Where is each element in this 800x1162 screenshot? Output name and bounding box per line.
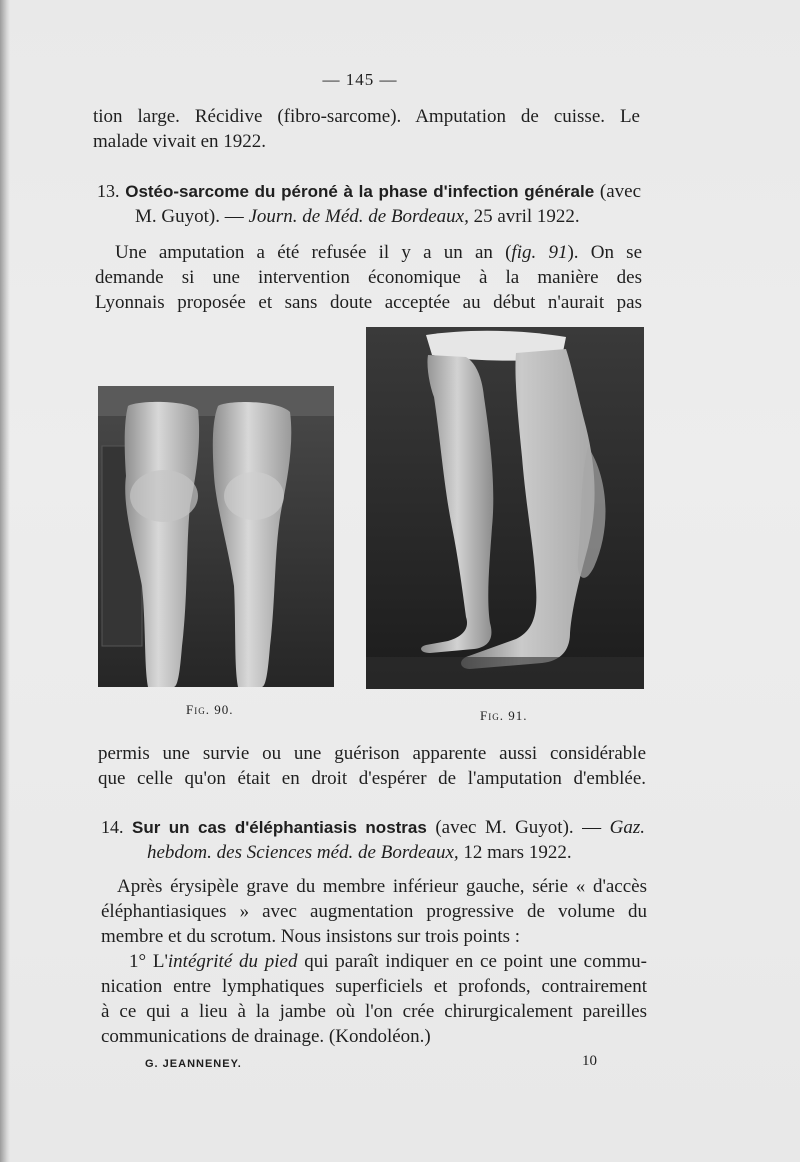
figure-90-illustration [98, 386, 334, 687]
entry-13-line-1 [97, 179, 641, 204]
entry-13-paragraph-continued [98, 741, 646, 791]
intro-line-1: tion large. Récidive (fibro-sarcome). Amputation de cuisse. Le [93, 106, 640, 127]
entry-14-number: 14. [101, 817, 124, 837]
para-14-line-1: Après érysipèle grave du membre inférieur gauche, série « d'accès [117, 876, 647, 897]
figure-90-photo [98, 386, 334, 687]
entry-14-journal-1: Gaz. [609, 817, 645, 838]
para-13-cont-line-1: permis une survie ou une guérison apparente aussi considérable [98, 743, 646, 764]
entry-14-line-2 [101, 840, 645, 865]
para-13-line-3: Lyonnais proposée et sans doute acceptée au début n'aurait pas [95, 292, 642, 313]
para-14-line-6: à ce qui a lieu à la jambe où l'on crée chirurgicalement pareilles [101, 1001, 647, 1022]
entry-14-coauthor: (avec M. Guyot). [435, 817, 574, 838]
entry-14-title: Sur un cas d'éléphantiasis nostras [131, 818, 427, 837]
page-edge-shadow [0, 0, 10, 1162]
figure-91-caption: Fig. 91. [480, 708, 528, 723]
entry-13-paragraph [95, 240, 642, 315]
entry-14-line-1 [101, 815, 645, 840]
footer-author: G. JEANNENEY. [145, 1058, 242, 1070]
emphasis-integrite: intégrité du pied [167, 951, 298, 972]
entry-14-dash: — [582, 817, 602, 838]
figure-reference: fig. 91 [511, 242, 568, 263]
entry-13-title: Ostéo-sarcome du péroné à la phase d'infection générale [125, 182, 595, 201]
entry-13-dash: — [224, 206, 244, 227]
para-14-line-3: membre et du scrotum. Nous insistons sur trois points : [101, 926, 521, 947]
para-14-line-4: 1° L'intégrité du pied qui paraît indiquer en ce point une commu- [129, 951, 647, 972]
intro-paragraph [93, 104, 640, 154]
para-13-line-2: demande si une intervention économique à la manière des [95, 267, 642, 288]
figure-91-illustration [366, 327, 644, 689]
entry-13-coauthor-1: (avec [599, 181, 642, 202]
para-14-line-7: communications de drainage. (Kondoléon.) [101, 1026, 431, 1047]
entry-13-journal: Journ. de Méd. de Bordeaux, [248, 206, 469, 227]
para-13-cont-line-2: que celle qu'on était en droit d'espérer de l'amputation d'emblée. [98, 768, 646, 789]
entry-13-number: 13. [97, 181, 120, 201]
figure-91-photo [366, 327, 644, 689]
intro-line-2: malade vivait en 1922. [93, 131, 267, 152]
figure-90-caption: Fig. 90. [186, 702, 234, 717]
entry-13-heading [97, 179, 641, 229]
footer-signature-mark: 10 [582, 1053, 597, 1069]
entry-13-line-2 [97, 204, 641, 229]
para-14-line-2: éléphantiasiques » avec augmentation progressive de volume du [101, 901, 647, 922]
para-14-line-5: nication entre lymphatiques superficiels et profonds, contrairement [101, 976, 647, 997]
entry-14-heading [101, 815, 645, 865]
entry-13-coauthor-2: M. Guyot). [135, 206, 220, 227]
entry-14-date: 12 mars 1922. [463, 842, 572, 863]
entry-14-journal-2: hebdom. des Sciences méd. de Bordeaux, [147, 842, 459, 863]
entry-13-date: 25 avril 1922. [473, 206, 580, 227]
entry-14-paragraph [101, 874, 647, 1049]
para-13-line-1: Une amputation a été refusée il y a un an (fig. 91). On se [115, 242, 642, 263]
page-number: — 145 — [322, 70, 398, 89]
